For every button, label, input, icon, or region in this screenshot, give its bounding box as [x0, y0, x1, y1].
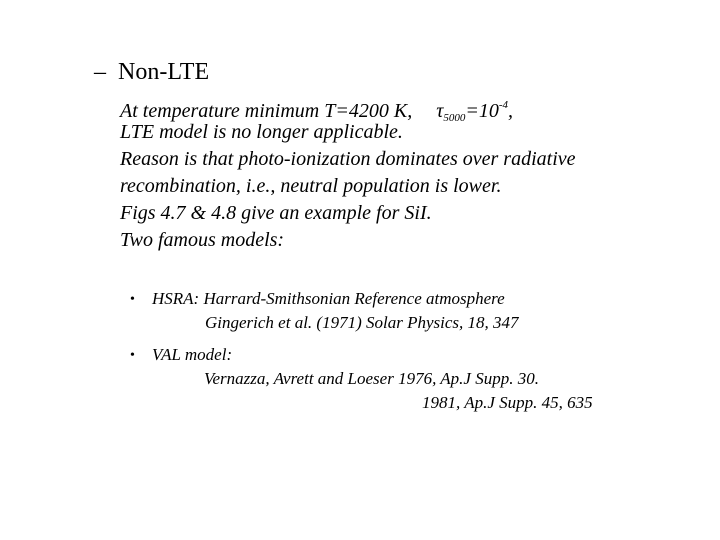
- val-reference-1981: 1981, Ap.J Supp. 45, 635: [422, 393, 593, 412]
- hsra-title: HSRA: Harrard-Smithsonian Reference atmosphere: [152, 289, 505, 308]
- body-line-temperature: [120, 92, 576, 124]
- body-line-recombination: recombination, i.e., neutral population is lower.: [120, 175, 502, 197]
- tau-value: =10: [465, 100, 499, 122]
- heading-dash: –: [94, 59, 106, 85]
- temperature-text: At temperature minimum T=4200 K,: [120, 100, 413, 122]
- tau-subscript: 5000: [443, 112, 466, 124]
- body-line-figs: Figs 4.7 & 4.8 give an example for SiI.: [120, 202, 432, 224]
- model-list: [130, 287, 593, 415]
- body-line-models: Two famous models:: [120, 229, 285, 251]
- body-line-reason: Reason is that photo-ionization dominates over radiative: [120, 148, 576, 170]
- body-text: [120, 92, 576, 254]
- list-item-hsra: [130, 287, 593, 311]
- section-heading: [94, 58, 209, 86]
- bullet-icon: •: [130, 292, 135, 307]
- bullet-icon: •: [130, 348, 135, 363]
- tau-exponent: -4: [498, 99, 509, 111]
- val-reference-1976: Vernazza, Avrett and Loeser 1976, Ap.J Supp. 30.: [204, 369, 539, 388]
- heading-label: Non-LTE: [118, 59, 210, 85]
- tau-symbol: τ: [436, 100, 444, 122]
- list-item-val: [130, 343, 593, 367]
- val-title: VAL model:: [152, 345, 233, 364]
- body-line-lte: LTE model is no longer applicable.: [120, 121, 403, 143]
- line-end-comma: ,: [508, 100, 514, 122]
- hsra-reference: Gingerich et al. (1971) Solar Physics, 18, 347: [205, 313, 519, 332]
